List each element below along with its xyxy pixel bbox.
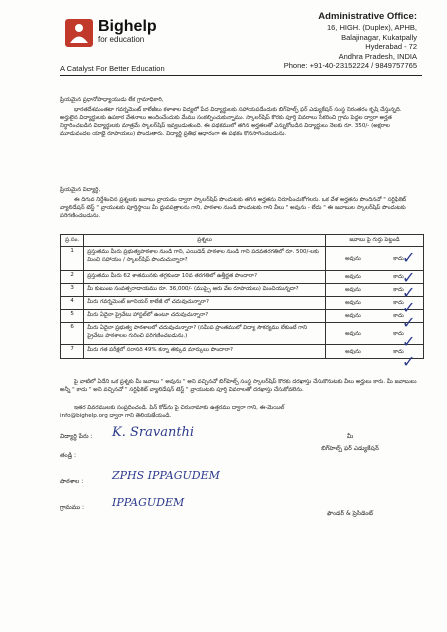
col-header-answer: జవాబు పై గుర్తు పెట్టండి [325, 235, 423, 247]
table-row [61, 323, 424, 345]
tick-mark-icon: ✓ [402, 248, 416, 267]
table-row [61, 271, 424, 284]
signoff-line1: మీ [346, 433, 354, 440]
answer-no[interactable]: కాదు [393, 313, 404, 319]
table-row [61, 345, 424, 359]
school-value[interactable]: ZPHS IPPAGUDEM [112, 469, 220, 482]
question-number: 1 [61, 247, 84, 271]
table-row [61, 310, 424, 323]
question-number: 5 [61, 310, 84, 323]
village-value[interactable]: IPPAGUDEM [112, 496, 185, 509]
office-phone: Phone: +91-40-23152224 / 9849757765 [283, 61, 417, 70]
student-name-value[interactable]: K. Sravanthi [112, 425, 195, 440]
question-number: 6 [61, 323, 84, 345]
tick-mark-icon: ✓ [402, 332, 416, 351]
question-text: ప్రస్తుతము మీరు ప్రభుత్వపాఠశాల నుండి గాని, ఎయిడెడ్ పాఠశాల నుండి గాని పదవతరగతిలో రూ. 500/-లకు మించి సహాయం / స్కాలర్‌షిప్ పొందుచున్నారా? [84, 247, 326, 271]
answer-no[interactable]: కాదు [393, 348, 404, 355]
answer-no[interactable]: కాదు [393, 287, 404, 293]
answer-yes[interactable]: అవును [345, 255, 361, 262]
tick-mark-icon: ✓ [402, 313, 416, 332]
office-address [284, 10, 417, 71]
contact-email: info@bighelp.org ద్వారా గాని తెలియజేయండి. [60, 413, 172, 419]
answer-yes[interactable]: అవును [345, 313, 361, 319]
tick-mark-icon: ✓ [402, 268, 416, 287]
office-title: Administrative Office: [318, 11, 417, 22]
answer-no[interactable]: కాదు [393, 300, 404, 306]
brand-name: Bighelp [98, 18, 157, 35]
office-line: Hyderabad - 72 [365, 42, 417, 51]
questions-table [60, 234, 424, 359]
school-label: పాఠశాల : [60, 478, 84, 485]
note-paragraph: పై వాటిలో ఏదేని ఒక ప్రశ్నకు మీ జవాబు " అవును " అని వచ్చినచో బిగ్‌హెల్ప్ సంస్థ స్కాలర్‌షిప్ కొరకు దరఖాస్తు చేసుకొనుటకు వీలు అర్హులు కారు. మీ జవాబులు అన్నీ " కాదు " అని వచ్చినచో " సర్టిఫికెట్ వ్యాలిడేషన్ టెస్ట్ " వ్రాయుటకు పూర్తి వివరాలతో దరఖాస్తు చేసుకోవలెను. [60, 379, 417, 393]
answer-yes[interactable]: అవును [345, 287, 361, 293]
tagline: A Catalyst For Better Education [60, 64, 165, 73]
answer-no[interactable]: కాదు [393, 330, 404, 337]
father-label: తండ్రి : [60, 452, 77, 459]
table-row [61, 284, 424, 297]
table-row [61, 297, 424, 310]
office-line: Andhra Pradesh, INDIA [338, 51, 417, 61]
tick-mark-icon: ✓ [402, 298, 416, 317]
instructions-paragraph: ఈ దిగువ నిర్దేశించిన ప్రశ్నలకు జవాబు వ్రాయడం ద్వారా స్కాలర్‌షిప్ పొందుటకు తగిన అర్హతను నిరూపించుకోగలరు. ఒక వేళ అర్హతను పొందినచో " సర్టిఫికెట్ వ్యాలిడేషన్ టెస్ట్ " వ్రాయుటకు పూర్తిస్థాయి మీ ధ్రువపత్రాలను గాని, పాఠశాల నుండి పొందుటకు గాని వీలు " అవును - లేదు " ఈ జవాబుల స్కాలర్‌షిప్ పొందుటకు పరిగణించబడును. [60, 197, 407, 219]
question-text: ప్రస్తుతము మీరు 62 శాతమునకు తగ్గకుండా 10వ తరగతిలో ఉత్తీర్ణత పొందారా? [84, 271, 326, 284]
question-text: మీ కుటుంబ సంవత్సరాదాయము రూ. 36,000/- (ముప్పై ఆరు వేల రూపాయలు) మించియున్నదా? [84, 284, 326, 297]
brand-subtitle: for education [98, 35, 145, 44]
intro-paragraph: భారతదేశమంతటా గవర్నమెంట్ కాలేజీలు కళాశాల విద్యలో పేద విద్యార్థులకు సహాయపడేందుకు బిగ్‌హెల్ప్ ఫర్ ఎడ్యుకేషన్ సంస్థ నిరంతరం కృషి చేస్తున్నది. అర్హులైన విద్యార్థులకు ఉపకార వేతనాలు అందించేందుకు మేము సంకల్పించుకున్నాము. స్కాలర్‌షిప్ కొరకు పూర్తి వివరాలు సేకరించి గ్రామ పెద్దల ద్వారా అర్హత నిర్ధారించబడిన విద్యార్థులకు మాత్రమే స్కాలర్‌షిప్ ఇవ్వబడుతుంది. ఈ పథకములో తగిన అర్హతలతో ఎన్నుకోబడిన విద్యార్థులు నెలకు రూ. 350/- (అక్షరాల మూడువందల యాభై రూపాయలు) పొందుతారు. విద్యార్థి ప్రతిభ ఆధారంగా ఈ పథకం కొనసాగించబడును. [60, 107, 402, 137]
tick-mark-icon: ✓ [402, 352, 416, 371]
answer-yes[interactable]: అవును [345, 330, 361, 337]
signoff-line2: బిగ్‌హెల్ప్ ఫర్ ఎడ్యుకేషన్ [321, 445, 379, 452]
answer-no[interactable]: కాదు [393, 255, 404, 262]
col-header-no: ప్ర.సం. [61, 235, 84, 247]
village-label: గ్రామము : [60, 504, 85, 511]
answer-no[interactable]: కాదు [393, 274, 404, 280]
question-number: 7 [61, 345, 84, 359]
question-number: 4 [61, 297, 84, 310]
office-line: Balajinagar, Kukatpally [341, 32, 417, 42]
question-text: మీరు గత పరీక్షలో సరాసరి 49% కన్నా తక్కువ మార్కులు పొందారా? [84, 345, 326, 359]
contact-paragraph: ఇతర వివరములకు సంప్రదించండి. పిన్ కోడ్‌ను పై చిరునామాకు ఉత్తరము ద్వారా గాని, ఈ-మెయిల్ [74, 405, 285, 411]
question-number: 3 [61, 284, 84, 297]
table-row [61, 247, 424, 271]
header-divider [60, 75, 422, 76]
table-header-row [61, 235, 424, 247]
tick-mark-icon: ✓ [402, 283, 416, 302]
answer-yes[interactable]: అవును [345, 348, 361, 355]
student-salutation: ప్రియమైన విద్యార్థి, [60, 187, 101, 193]
question-text: మీరు ఏదైనా ప్రభుత్వ పాఠశాలలో చదువుచున్నారా? (సమీప ప్రాంతములో విద్యా సౌకర్యము లేకుంటే గాని ప్రైవేటు పాఠశాలల గురించి పరిగణించబడును.) [84, 323, 326, 345]
brand-block [98, 18, 157, 45]
student-name-label: విద్యార్థి పేరు : [60, 433, 93, 440]
question-text: మీరు ఏదైనా ప్రైవేటు హాస్టల్‌లో ఉంటూ చదువుచున్నారా? [84, 310, 326, 323]
office-line: 16, HIGH. (Duplex), APHB, [326, 23, 417, 32]
question-number: 2 [61, 271, 84, 284]
col-header-question: ప్రశ్నలు [84, 235, 326, 247]
answer-yes[interactable]: అవును [345, 300, 361, 306]
bighelp-logo-icon [64, 18, 94, 48]
answer-yes[interactable]: అవును [345, 274, 361, 280]
signoff-line3: ఫౌండర్ & ప్రెసిడెంట్ [326, 510, 374, 517]
salutation: ప్రియమైన ప్రధానోపాధ్యాయుడు లేక గ్రామాధికారి, [60, 97, 164, 103]
question-text: మీరు గవర్నమెంట్ జూనియర్ కాలేజీ లో చదువుచున్నారా? [84, 297, 326, 310]
